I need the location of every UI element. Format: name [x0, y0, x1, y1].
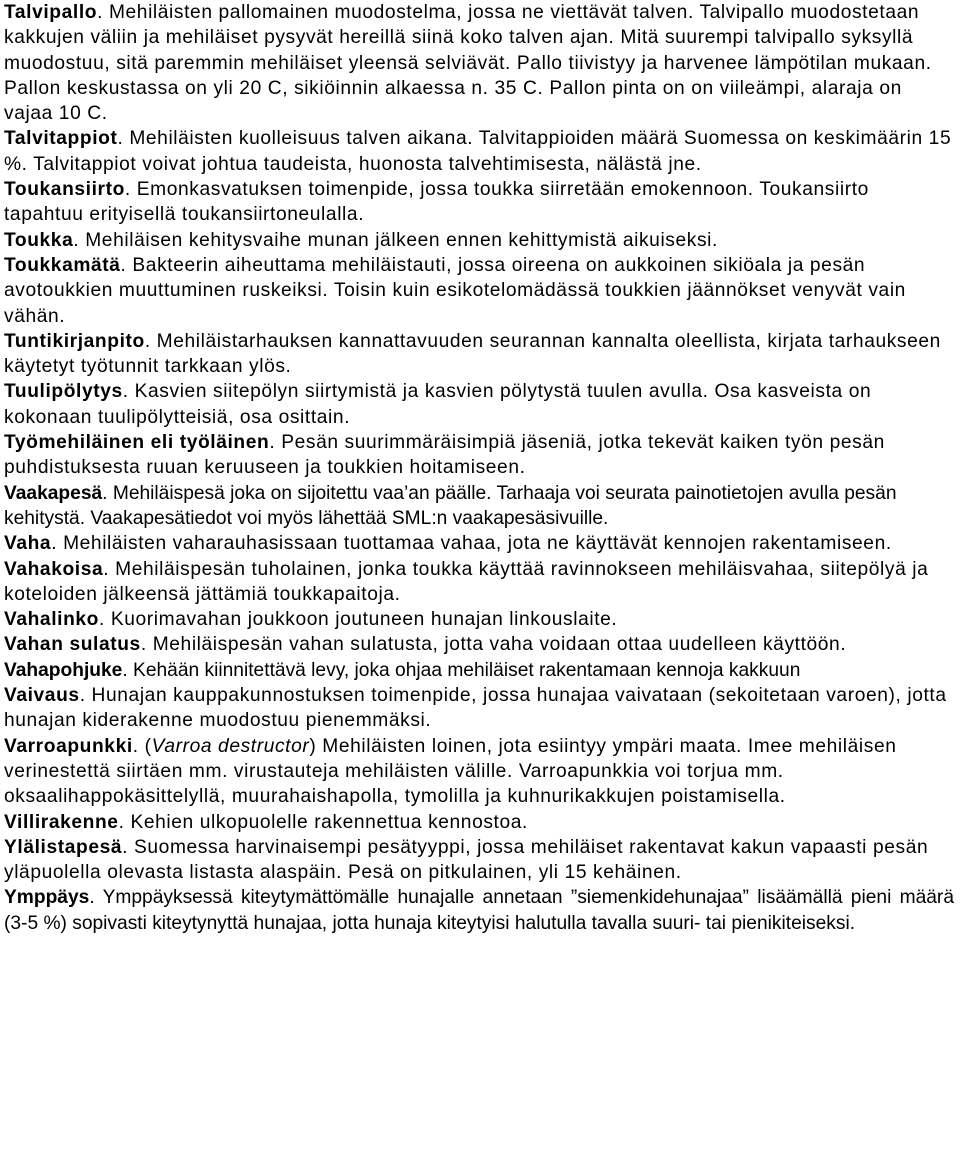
definition: . Bakteerin aiheuttama mehiläistauti, jossa oireena on aukkoinen sikiöala ja pesän avotoukkien muuttuminen ruskeiksi. Toisin kuin esikotelomädässä toukkien jäännökset venyvät vain vähän.: [4, 254, 906, 327]
definition: . Mehiläispesän tuholainen, jonka toukka käyttää ravinnokseen mehiläisvahaa, siitepölyä ja koteloiden jälkeensä jättämiä toukkapaitoja.: [4, 558, 929, 605]
term: Vahakoisa: [4, 558, 104, 580]
term: Toukkamätä: [4, 254, 121, 276]
definition: . Suomessa harvinaisempi pesätyyppi, jossa mehiläiset rakentavat kakun vapaasti pesän yläpuolella olevasta listasta alaspäin. Pesä on pitkulainen, yli 15 kehäinen.: [4, 836, 929, 884]
definition: . Mehiläisten kuolleisuus talven aikana. Talvitappioiden määrä Suomessa on keskimäärin 15 %. Talvitappiot voivat johtua taudeista, huonosta talvehtimisesta, nälästä jne.: [4, 128, 952, 175]
term: Villirakenne: [4, 811, 119, 833]
entry-tyomehilainen: [4, 430, 954, 481]
entry-toukkamata: [4, 253, 954, 329]
term: Talvitappiot: [4, 128, 118, 150]
entry-tuntikirjanpito: [4, 329, 954, 380]
term: Talvipallo: [4, 2, 98, 23]
term: Vahalinko: [4, 609, 99, 631]
entry-ymppays: [4, 885, 954, 936]
term: Toukansiirto: [4, 179, 125, 201]
term: Vaivaus: [4, 685, 80, 707]
term: Ylälistapesä: [4, 836, 123, 858]
entry-villirakenne: [4, 810, 954, 835]
term: Vaha: [4, 533, 52, 555]
definition: . Ymppäyksessä kiteytymättömälle hunajalle annetaan ”siemenkidehunajaa” lisäämällä pieni määrä (3-5 %) sopivasti kiteytynyttä hunajaa, jotta hunaja kiteytyisi halutulla tavalla suuri- tai pienikiteiseksi.: [4, 887, 954, 934]
definition: ) Mehiläisten loinen, jota esiintyy ympäri maata. Imee mehiläisen verinestettä siirtäen mm. virustauteja mehiläisten välille. Varroapunkkia voi torjua mm. oksaalihappokäsittelyllä, muurahaishapolla, tymolilla ja kuhnurikakkujen poistamisella.: [4, 735, 897, 808]
entry-talvitappiot: [4, 126, 954, 177]
entry-vaakapesa: [4, 481, 954, 532]
term: Vaakapesä: [4, 482, 103, 504]
entry-vaivaus: [4, 683, 954, 734]
entry-vahapohjuke: [4, 658, 954, 683]
definition: . Mehiläisen kehitysvaihe munan jälkeen ennen kehittymistä aikuiseksi.: [73, 229, 718, 251]
definition: . Kehien ulkopuolelle rakennettua kennostoa.: [118, 811, 528, 833]
term: Tuulipölytys: [4, 381, 123, 403]
term: Tuntikirjanpito: [4, 330, 145, 352]
definition: . Pesän suurimmäräisimpiä jäseniä, jotka tekevät kaiken työn pesän puhdistuksesta ruuan keruuseen ja toukkien hoitamiseen.: [4, 432, 885, 479]
term: Vahapohjuke: [4, 659, 123, 681]
entry-vahakoisa: [4, 557, 954, 608]
definition: . Kehään kiinnitettävä levy, joka ohjaa mehiläiset rakentamaan kennoja kakkuun: [122, 659, 801, 681]
entry-varroapunkki: [4, 734, 954, 810]
term: Varroapunkki: [4, 735, 133, 757]
scientific-name: Varroa destructor: [151, 735, 310, 757]
term: Työmehiläinen eli työläinen: [4, 432, 270, 454]
definition: . Mehiläistarhauksen kannattavuuden seurannan kannalta oleellista, kirjata tarhaukseen käytetyt työtunnit tarkkaan ylös.: [4, 330, 941, 378]
definition: . Mehiläisten pallomainen muodostelma, jossa ne viettävät talven. Talvipallo muodostetaan kakkujen väliin ja mehiläiset pysyvät hereillä siinä koko talven ajan. Mitä suurempi talvipallo syksyllä muodostuu, sitä paremmin mehiläiset yleensä selviävät. Pallo tiivistyy ja harvenee lämpötilan mukaan. Pallon keskustassa on yli 20 C, sikiöinnin alkaessa n. 35 C. Pallon pinta on on viileämpi, alaraja on vajaa 10 C.: [4, 2, 932, 125]
entry-tuulipolytys: [4, 379, 954, 430]
term: Toukka: [4, 229, 74, 251]
definition: . Emonkasvatuksen toimenpide, jossa toukka siirretään emokennoon. Toukansiirto tapahtuu erityisellä toukansiirtoneulalla.: [4, 179, 869, 226]
entry-toukansiirto: [4, 177, 954, 228]
definition-prefix: . (: [132, 735, 152, 757]
entry-vahalinko: [4, 607, 954, 632]
term: Ymppäys: [4, 887, 90, 909]
entry-vaha: [4, 531, 954, 556]
definition: . Kasvien siitepölyn siirtymistä ja kasvien pölytystä tuulen avulla. Osa kasveista on kokonaan tuulipölytteisiä, osa osittain.: [4, 381, 872, 428]
definition: . Mehiläisten vaharauhasissaan tuottamaa vahaa, jota ne käyttävät kennojen rakentamiseen.: [51, 533, 892, 555]
definition: . Mehiläispesä joka on sijoitettu vaa’an päälle. Tarhaaja voi seurata painotietojen avulla pesän kehitystä. Vaakapesätiedot voi myös lähettää SML:n vaakapesäsivuille.: [4, 482, 897, 529]
definition: . Mehiläispesän vahan sulatusta, jotta vaha voidaan ottaa uudelleen käyttöön.: [140, 634, 847, 656]
definition: . Hunajan kauppakunnostuksen toimenpide, jossa hunajaa vaivataan (sekoitetaan varoen), jotta hunajan kiderakenne muodostuu pienemmäksi.: [4, 685, 947, 732]
term: Vahan sulatus: [4, 634, 141, 656]
entry-toukka: [4, 228, 954, 253]
entry-vahan-sulatus: [4, 632, 954, 657]
definition: . Kuorimavahan joukkoon joutuneen hunajan linkouslaite.: [98, 609, 618, 631]
entry-ylalistapesa: [4, 835, 954, 886]
entry-talvipallo: [4, 0, 954, 126]
